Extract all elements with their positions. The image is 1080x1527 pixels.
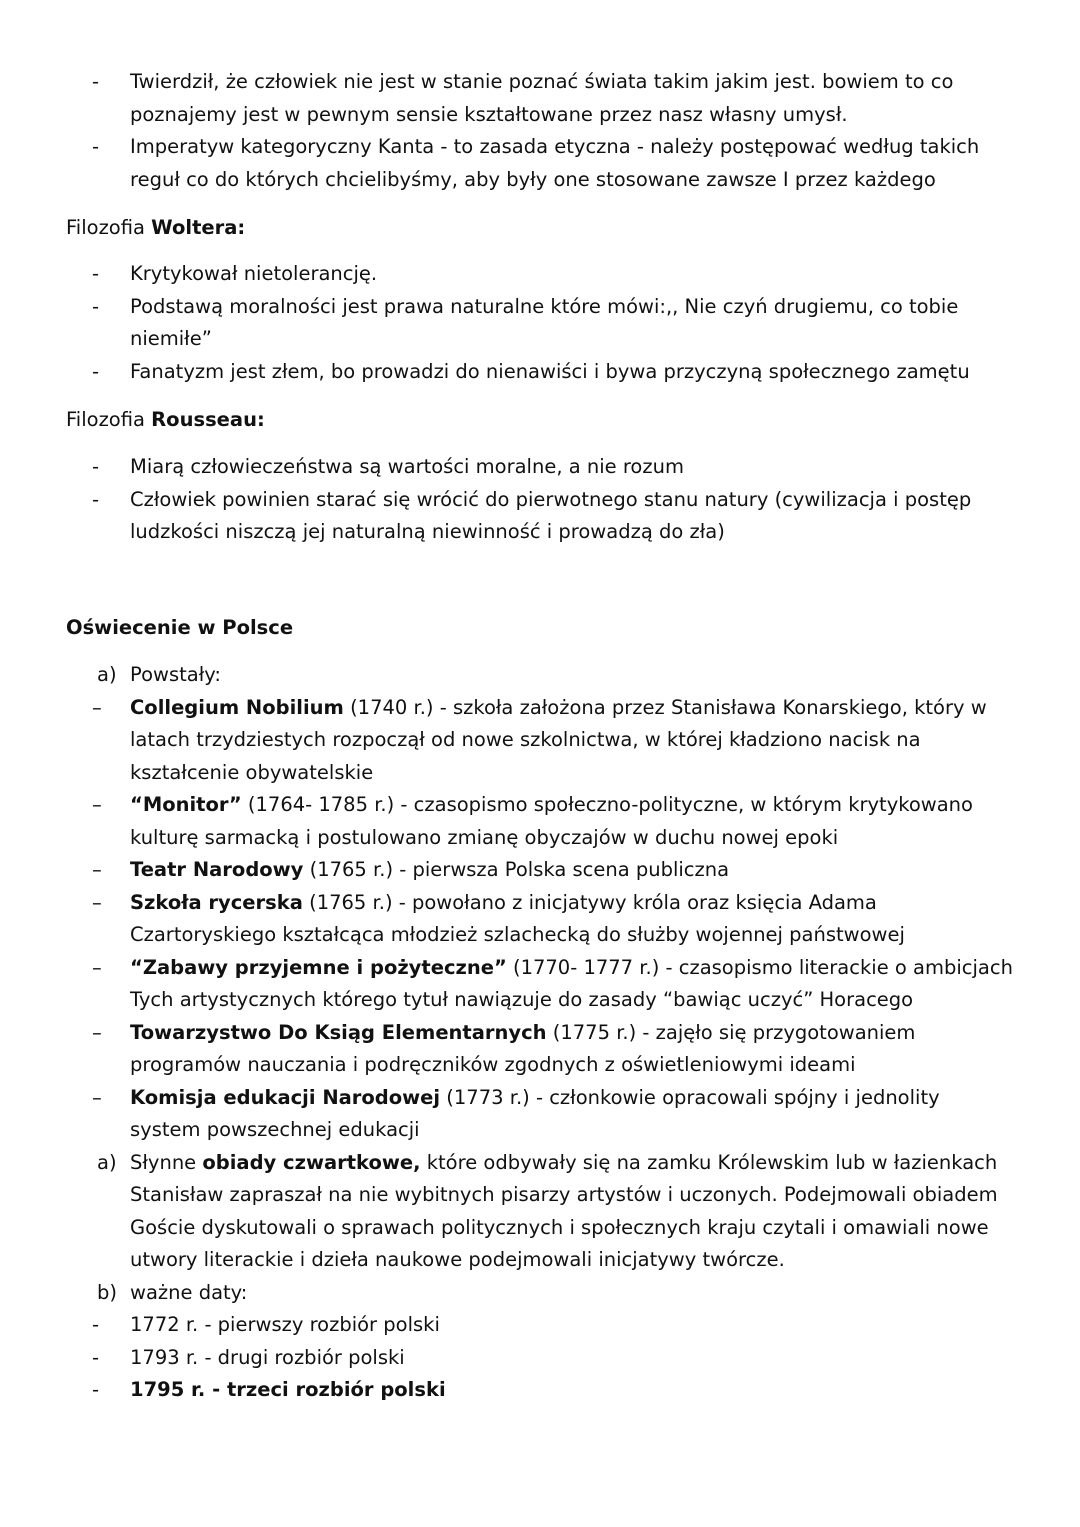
item-title: Szkoła rycerska: [130, 890, 303, 914]
date-line: 1793 r. - drugi rozbiór polski: [130, 1345, 405, 1369]
obiady-pre: Słynne: [130, 1150, 203, 1174]
obiady-paragraph: [0, 1147, 1080, 1277]
bullet-dash: -: [92, 455, 100, 478]
item-line: Stanisław zapraszał na nie wybitnych pisarzy artystów i uczonych. Podejmowali obiadem: [130, 1183, 998, 1206]
list-item: [0, 484, 1080, 549]
bullet-dash: –: [92, 858, 102, 881]
item-description: (1764- 1785 r.) - czasopismo społeczno-polityczne, w którym krytykowano: [241, 793, 973, 816]
item-line: Miarą człowieczeństwa są wartości moralne, a nie rozum: [130, 455, 684, 478]
bullet-dash: -: [92, 135, 100, 158]
bullet-dash: -: [92, 294, 100, 318]
item-line: reguł co do których chcielibyśmy, aby były one stosowane zawsze I przez każdego: [130, 167, 936, 191]
list-item: [0, 692, 1080, 790]
list-item: [0, 854, 1080, 887]
item-description: (1770- 1777 r.) - czasopismo literackie o ambicjach: [506, 955, 1013, 979]
bullet-dash: –: [92, 1020, 102, 1044]
item-line: [130, 1017, 1080, 1050]
item-line: Imperatyw kategoryczny Kanta - to zasada etyczna - należy postępować według takich: [130, 135, 980, 158]
rousseau-heading-block: [0, 404, 1080, 437]
item-line: kulturę sarmacką i postulowano zmianę obyczajów w duchu nowej epoki: [130, 825, 839, 849]
bullet-dash: –: [92, 695, 102, 719]
heading-name: Rousseau: [151, 408, 257, 431]
list-marker: b): [97, 1280, 117, 1304]
subsection-label: ważne daty:: [130, 1280, 248, 1304]
list-item: [0, 258, 1080, 291]
heading-suffix: :: [237, 216, 246, 239]
item-description: (1773 r.) - członkowie opracowali spójny i jednolity: [440, 1085, 940, 1109]
section-heading: [66, 404, 1080, 437]
subsection-a: [0, 659, 1080, 692]
bullet-dash: –: [92, 955, 102, 979]
woltera-heading-block: [0, 212, 1080, 245]
item-line: [130, 1147, 1080, 1180]
item-line: system powszechnej edukacji: [130, 1118, 420, 1141]
bullet-dash: –: [92, 890, 102, 914]
bullet-dash: -: [92, 359, 100, 383]
heading-suffix: :: [256, 408, 265, 431]
item-line: Twierdził, że człowiek nie jest w stanie poznać świata takim jakim jest. bowiem to co: [130, 70, 954, 93]
item-line: ludzkości niszczą jej naturalną niewinność i prowadzą do zła): [130, 520, 725, 543]
list-item: [0, 131, 1080, 196]
list-item: [0, 291, 1080, 356]
polska-heading-block: [0, 612, 1080, 645]
item-line: niemiłe”: [130, 327, 212, 350]
item-title: Komisja edukacji Narodowej: [130, 1085, 441, 1109]
heading-prefix: Filozofia: [66, 216, 152, 239]
section-heading: [66, 612, 1080, 645]
item-line: kształcenie obywatelskie: [130, 760, 374, 784]
bullet-dash: –: [92, 793, 102, 816]
heading-name: Woltera: [151, 216, 238, 239]
item-line: Krytykował nietolerancję.: [130, 262, 378, 285]
date-line: [130, 1374, 1080, 1407]
obiady-rest: które odbywały się na zamku Królewskim lub w łazienkach: [420, 1150, 998, 1174]
list-marker: a): [97, 1150, 117, 1174]
bullet-dash: -: [92, 262, 100, 285]
item-title: Towarzystwo Do Ksiąg Elementarnych: [130, 1020, 547, 1044]
date-bold: 1795 r. - trzeci rozbiór polski: [130, 1378, 446, 1401]
list-item: [0, 356, 1080, 389]
item-description: (1765 r.) - powołano z inicjatywy króla oraz księcia Adama: [302, 890, 877, 914]
subsection-b: [0, 1277, 1080, 1310]
item-line: Podstawą moralności jest prawa naturalne które mówi:,, Nie czyń drugiemu, co tobie: [130, 294, 959, 318]
item-line: Tych artystycznych którego tytuł nawiązuje do zasady “bawiąc uczyć” Horacego: [130, 988, 914, 1011]
subsection-label: Powstały:: [130, 663, 221, 686]
item-description: (1740 r.) - szkoła założona przez Stanisława Konarskiego, który w: [343, 695, 987, 719]
item-line: poznajemy jest w pewnym sensie kształtowane przez nasz własny umysł.: [130, 102, 848, 126]
obiady-title: obiady czwartkowe,: [202, 1150, 421, 1174]
item-title: Teatr Narodowy: [130, 858, 304, 881]
item-line: [130, 887, 1080, 920]
item-line: [130, 692, 1080, 725]
item-description: (1765 r.) - pierwsza Polska scena publiczna: [303, 858, 730, 881]
rousseau-list: [0, 451, 1080, 549]
section-heading: [66, 212, 1080, 245]
bullet-dash: -: [92, 1345, 100, 1369]
item-line: [130, 854, 1080, 887]
list-item: [0, 1082, 1080, 1147]
item-line: [130, 789, 1080, 822]
list-item: [0, 66, 1080, 131]
list-item: [0, 451, 1080, 484]
kant-list: [0, 66, 1080, 196]
polska-content: [0, 659, 1080, 1407]
bullet-dash: -: [92, 1378, 100, 1401]
bullet-dash: -: [92, 70, 100, 93]
date-line: 1772 r. - pierwszy rozbiór polski: [130, 1313, 440, 1336]
item-line: latach trzydziestych rozpoczął od nowe szkolnictwa, w której kładziono nacisk na: [130, 728, 921, 751]
list-item: [0, 1342, 1080, 1375]
item-line: programów nauczania i podręczników zgodnych z oświetleniowymi ideami: [130, 1053, 856, 1076]
heading-prefix: Filozofia: [66, 408, 152, 431]
bullet-dash: -: [92, 1313, 100, 1336]
item-line: utwory literackie i dzieła naukowe podejmowali inicjatywy twórcze.: [130, 1248, 785, 1271]
item-line: Człowiek powinien starać się wrócić do pierwotnego stanu natury (cywilizacja i postęp: [130, 487, 972, 511]
item-line: Czartoryskiego kształcąca młodzież szlachecką do służby wojennej państwowej: [130, 923, 905, 946]
item-line: Fanatyzm jest złem, bo prowadzi do nienawiści i bywa przyczyną społecznego zamętu: [130, 359, 970, 383]
woltera-list: [0, 258, 1080, 388]
bullet-dash: -: [92, 487, 100, 511]
item-line: [130, 952, 1080, 985]
list-item: [0, 887, 1080, 952]
item-line: Goście dyskutowali o sprawach politycznych i społecznych kraju czytali i omawiali nowe: [130, 1215, 989, 1239]
bullet-dash: –: [92, 1085, 102, 1109]
list-item: [0, 1309, 1080, 1342]
item-title: “Zabawy przyjemne i pożyteczne”: [130, 955, 507, 979]
list-item: [0, 1017, 1080, 1082]
item-description: (1775 r.) - zajęło się przygotowaniem: [546, 1020, 916, 1044]
list-item: [0, 952, 1080, 1017]
heading-name: Oświecenie w Polsce: [66, 616, 294, 639]
list-marker: a): [97, 663, 117, 686]
item-title: “Monitor”: [130, 793, 242, 816]
item-title: Collegium Nobilium: [130, 695, 344, 719]
item-line: [130, 1082, 1080, 1115]
list-item: [0, 1374, 1080, 1407]
list-item: [0, 789, 1080, 854]
